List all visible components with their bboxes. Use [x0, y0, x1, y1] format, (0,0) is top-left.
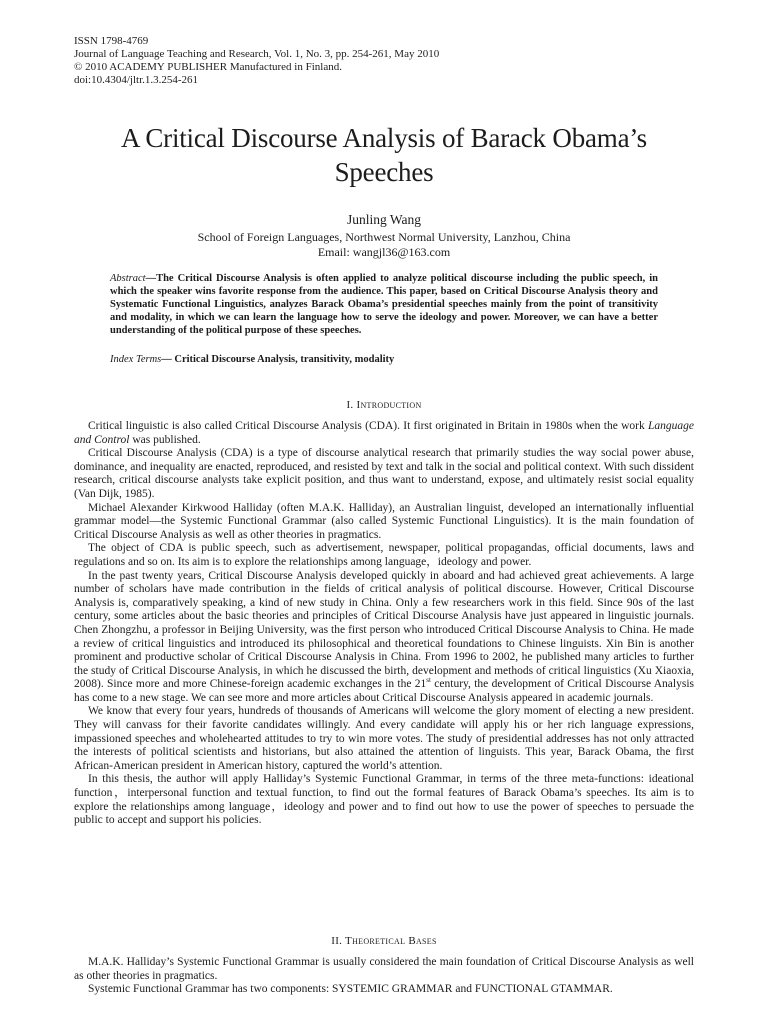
- abstract: [110, 272, 658, 337]
- paragraph: Michael Alexander Kirkwood Halliday (often M.A.K. Halliday), an Australian linguist, developed an internationally influential grammar model—the Systemic Functional Grammar (also called Systemic Functional Linguistics). It is the main foundation of Critical Discourse Analysis as well as other theories in pragmatics.: [74, 501, 694, 541]
- section-heading-introduction: I. Introduction: [346, 399, 422, 411]
- publisher-line: © 2010 ACADEMY PUBLISHER Manufactured in Finland.: [74, 61, 342, 73]
- paragraph: Systemic Functional Grammar has two components: SYSTEMIC GRAMMAR and FUNCTIONAL GTAMMAR.: [88, 983, 613, 996]
- paper-title: [40, 121, 728, 189]
- school-line: School of Foreign Languages, Northwest Normal University, Lanzhou, China: [197, 230, 571, 244]
- doi-line: doi:10.4304/jltr.1.3.254-261: [74, 74, 199, 86]
- index-terms-label: Index Terms: [110, 354, 162, 365]
- paragraph-text: In the past twenty years, Critical Discourse Analysis developed quickly in aboard and had achieved great achievements. A large number of scholars have made contribution in the fields of critical analysis of political discourse. However, Critical Discourse Analysis is, comparatively speaking, a kind of new study in China. Only a few researchers work in this field. Since 90s of the last century, some articles about the basic theories and principles of Critical Discourse Analysis have just appeared in linguistic journals. Chen Zhongzhu, a professor in Beijing University, was the first person who introduced Critical Discourse Analysis to China. He made a review of critical linguistics and introduced its philosophical and theoretical foundations to Chinese linguists. Xin Bin is another prominent and productive scholar of Critical Discourse Analysis in China. From 1996 to 2002, he published many articles to further the study of Critical Discourse Analysis, in which he discussed the birth, development and methods of critical linguistics (Xu Xiaoxia, 2008). Since more and more Chinese-foreign academic exchanges in the 21: [74, 569, 694, 691]
- book-title: Language and Control: [74, 420, 694, 446]
- index-terms: [110, 353, 658, 366]
- superscript: st: [426, 676, 431, 685]
- section-heading-theoretical-bases: II. Theoretical Bases: [331, 935, 437, 947]
- paragraph-text: was published.: [129, 433, 201, 446]
- introduction-body: [74, 420, 694, 828]
- paragraph: The object of CDA is public speech, such as advertisement, newspaper, political propagandas, official documents, laws and regulations and so on. Its aim is to explore the relationships among language，ideology and power.: [74, 542, 694, 568]
- paragraph: In this thesis, the author will apply Halliday’s Systemic Functional Grammar, in terms of the three meta-functions: ideational function，interpersonal function and textual function, to find out the formal features of Barack Obama’s speeches. Its aim is to explore the relationships among language，ideology and power and to find out how to use the power of speeches to persuade the public to accept and support his policies.: [74, 773, 694, 827]
- index-terms-text: — Critical Discourse Analysis, transitivity, modality: [161, 354, 395, 365]
- theoretical-bases-body: [74, 956, 694, 997]
- issn-line: ISSN 1798-4769: [74, 35, 149, 47]
- journal-line: Journal of Language Teaching and Research, Vol. 1, No. 3, pp. 254-261, May 2010: [74, 48, 440, 60]
- title-line-1: A Critical Discourse Analysis of Barack Obama’s: [121, 123, 647, 153]
- email-line: Email: wangjl36@163.com: [317, 245, 451, 259]
- paragraph: [74, 420, 694, 447]
- paragraph: [74, 570, 694, 706]
- author-affiliation: [0, 230, 768, 260]
- journal-header: [74, 35, 439, 87]
- title-line-2: Speeches: [334, 157, 434, 187]
- abstract-text: —The Critical Discourse Analysis is often applied to analyze political discourse including the public speech, in which the speaker wins favorite response from the audience. This paper, based on Critical Discourse Analysis theory and Systematic Functional Linguistics, analyzes Barack Obama’s presidential speeches mainly from the point of transitivity and modality, in which we can learn the language how to serve the ideology and power. Moreover, we can have a better understanding of the political purpose of these speeches.: [110, 273, 658, 336]
- author-name: Junling Wang: [346, 212, 422, 227]
- abstract-label: Abstract: [110, 273, 146, 284]
- paragraph: We know that every four years, hundreds of thousands of Americans will welcome the glory moment of electing a new president. They will canvass for their favorite candidates willingly. And every candidate will apply his or her rich language expressions, impassioned speeches and wholehearted attitudes to try to win more votes. The study of presidential addresses has not only attracted the interests of political scientists and historians, but also attained the attention of linguists. This year, Barack Obama, the first African-American president in American history, captured the world’s attention.: [74, 705, 694, 772]
- paragraph: M.A.K. Halliday’s Systemic Functional Grammar is usually considered the main foundation of Critical Discourse Analysis as well as other theories in pragmatics.: [74, 956, 694, 982]
- paragraph: Critical Discourse Analysis (CDA) is a type of discourse analytical research that primarily studies the way social power abuse, dominance, and inequality are enacted, reproduced, and resisted by text and talk in the social and political context. With such dissident research, critical discourse analysts take explicit position, and thus want to understand, expose, and ultimately resist social equality (Van Dijk, 1985).: [74, 447, 694, 500]
- paragraph-text: Critical linguistic is also called Critical Discourse Analysis (CDA). It first originated in Britain in 1980s when the work: [88, 420, 648, 432]
- paragraph-text: century, the development of Critical Discourse Analysis has come to a new stage. We can see more and more articles about Critical Discourse Analysis appeared in academic journals.: [74, 678, 694, 704]
